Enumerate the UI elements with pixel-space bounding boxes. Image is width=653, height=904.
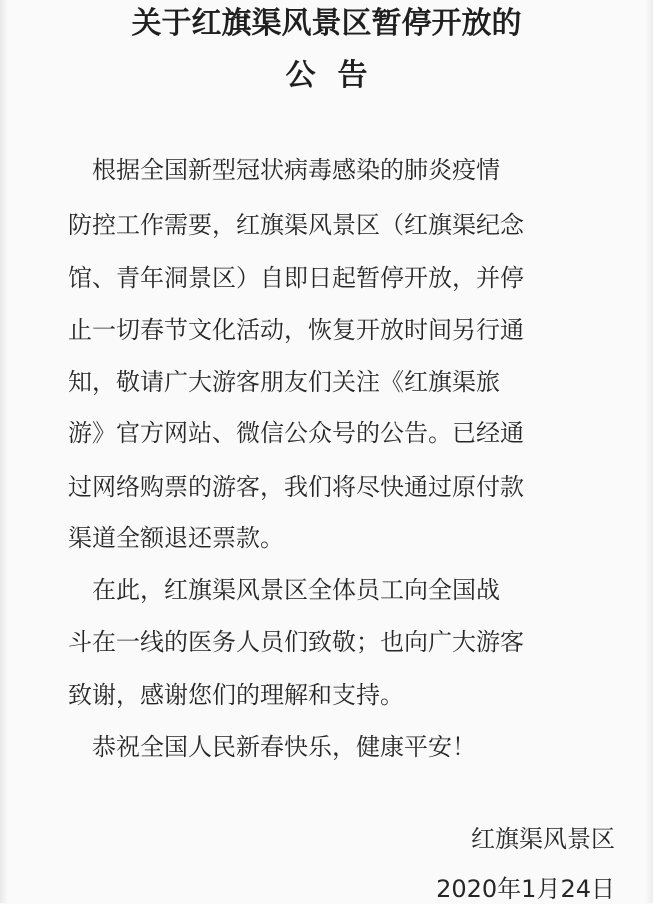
notice-title-line-1: 关于红旗渠风景区暂停开放的 bbox=[131, 6, 522, 41]
paragraph-3-line: 恭祝全国人民新春快乐，健康平安！ bbox=[92, 733, 476, 761]
paragraph-2-line: 在此，红旗渠风景区全体员工向全国战 bbox=[92, 576, 500, 604]
notice-title-line-2: 公告 bbox=[285, 58, 390, 93]
paragraph-2-line: 斗在一线的医务人员们致敬；也向广大游客 bbox=[68, 628, 524, 656]
notice-date: 2020年1月24日 bbox=[436, 875, 615, 903]
paragraph-1-line: 防控工作需要，红旗渠风景区（红旗渠纪念 bbox=[68, 211, 524, 239]
paragraph-1-line: 根据全国新型冠状病毒感染的肺炎疫情 bbox=[92, 156, 500, 184]
paragraph-1-line: 馆、青年洞景区）自即日起暂停开放，并停 bbox=[68, 264, 524, 292]
paragraph-1-line: 渠道全额退还票款。 bbox=[68, 524, 284, 552]
paragraph-1-line: 知，敬请广大游客朋友们关注《红旗渠旅 bbox=[68, 368, 500, 396]
paragraph-1-line: 止一切春节文化活动，恢复开放时间另行通 bbox=[68, 316, 524, 344]
paragraph-1-line: 游》官方网站、微信公众号的公告。已经通 bbox=[68, 419, 524, 447]
paragraph-1-line: 过网络购票的游客，我们将尽快通过原付款 bbox=[68, 473, 524, 501]
paragraph-2-line: 致谢，感谢您们的理解和支持。 bbox=[68, 681, 404, 709]
notice-signature: 红旗渠风景区 bbox=[471, 825, 615, 853]
